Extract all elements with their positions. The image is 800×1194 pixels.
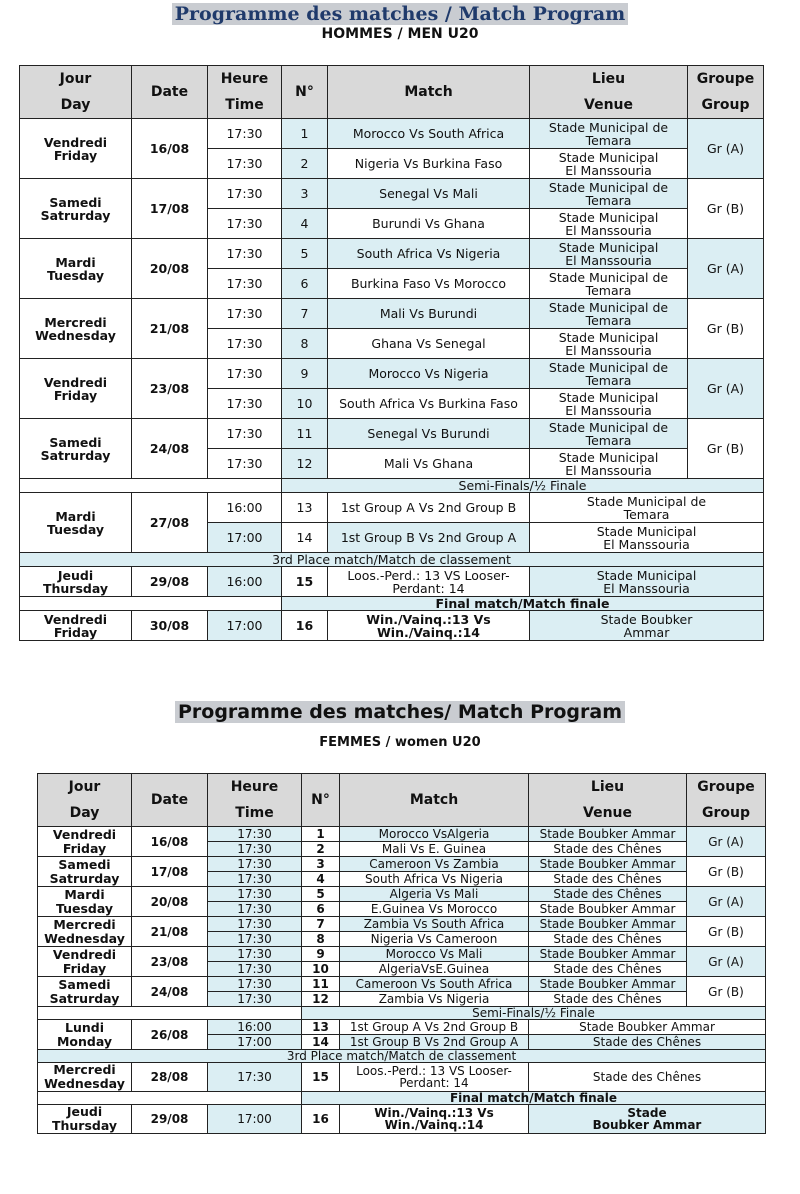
venue-cell: Stade Municipal El Manssouria	[530, 209, 688, 239]
date-cell: 16/08	[132, 119, 208, 179]
match-cell: Burkina Faso Vs Morocco	[328, 269, 530, 299]
date-cell: 29/08	[132, 567, 208, 597]
day-cell: Samedi Satrurday	[38, 857, 132, 887]
match-cell: Loos.-Perd.: 13 VS Looser-Perdant: 14	[340, 1063, 529, 1092]
date-cell: 24/08	[132, 977, 208, 1007]
day-cell: Mercredi Wednesday	[20, 299, 132, 359]
header-number: N°	[282, 66, 328, 119]
venue-cell: Stade des Chênes	[529, 1035, 766, 1050]
final-label-row	[38, 1092, 766, 1105]
time-cell: 17:00	[208, 523, 282, 553]
table-row	[38, 947, 766, 962]
match-number: 11	[302, 977, 340, 992]
venue-cell: Stade Municipal El Manssouria	[530, 567, 764, 597]
spacer-cell	[20, 479, 282, 493]
semi-final-label-row	[20, 479, 764, 493]
venue-cell: Stade des Chênes	[529, 872, 687, 887]
venue-cell: Stade Boubker Ammar	[529, 857, 687, 872]
venue-cell: Stade des Chênes	[529, 1063, 766, 1092]
header-day: Jour Day	[38, 774, 132, 827]
spacer-cell	[38, 1007, 302, 1020]
time-cell: 17:30	[208, 857, 302, 872]
match-cell: 1st Group A Vs 2nd Group B	[340, 1020, 529, 1035]
table-row	[38, 977, 766, 992]
group-cell: Gr (A)	[688, 239, 764, 299]
group-cell: Gr (A)	[688, 119, 764, 179]
third-place-label-row	[20, 553, 764, 567]
table-row	[38, 1020, 766, 1035]
group-cell: Gr (A)	[688, 359, 764, 419]
venue-cell: Stade Boubker Ammar	[529, 947, 687, 962]
time-cell: 17:30	[208, 932, 302, 947]
table-row	[20, 493, 764, 523]
time-cell: 17:30	[208, 149, 282, 179]
header-number: N°	[302, 774, 340, 827]
table-row	[38, 917, 766, 932]
time-cell: 17:30	[208, 299, 282, 329]
table-row	[20, 179, 764, 209]
group-cell: Gr (A)	[687, 827, 766, 857]
match-cell: Mali Vs E. Guinea	[340, 842, 529, 857]
match-cell: South Africa Vs Nigeria	[328, 239, 530, 269]
table-row	[38, 887, 766, 902]
match-cell: AlgeriaVsE.Guinea	[340, 962, 529, 977]
men-schedule-table	[19, 65, 764, 641]
venue-cell: Stade Boubker Ammar	[529, 1020, 766, 1035]
match-number: 8	[282, 329, 328, 359]
venue-cell: Stade Boubker Ammar	[529, 977, 687, 992]
day-cell: Vendredi Friday	[20, 359, 132, 419]
table-row	[20, 359, 764, 389]
day-cell: Mardi Tuesday	[20, 493, 132, 553]
venue-cell: Stade des Chênes	[529, 842, 687, 857]
time-cell: 17:30	[208, 977, 302, 992]
time-cell: 16:00	[208, 1020, 302, 1035]
table-row	[38, 857, 766, 872]
group-cell: Gr (B)	[688, 179, 764, 239]
match-cell: Mali Vs Ghana	[328, 449, 530, 479]
header-time: Heure Time	[208, 774, 302, 827]
venue-cell: Stade des Chênes	[529, 887, 687, 902]
match-number: 5	[282, 239, 328, 269]
match-number: 16	[282, 611, 328, 641]
day-cell: Jeudi Thursday	[38, 1105, 132, 1134]
day-cell: Samedi Satrurday	[20, 419, 132, 479]
group-cell: Gr (B)	[687, 857, 766, 887]
time-cell: 17:30	[208, 887, 302, 902]
match-cell: Mali Vs Burundi	[328, 299, 530, 329]
venue-cell: Stade Municipal de Temara	[530, 119, 688, 149]
venue-cell: Stade Municipal de Temara	[530, 359, 688, 389]
match-number: 15	[302, 1063, 340, 1092]
match-cell: Loos.-Perd.: 13 VS Looser-Perdant: 14	[328, 567, 530, 597]
venue-cell: Stade des Chênes	[529, 932, 687, 947]
table-row	[20, 567, 764, 597]
final-label-row	[20, 597, 764, 611]
semi-final-label: Semi-Finals/½ Finale	[282, 479, 764, 493]
table-header	[20, 66, 764, 119]
day-cell: Mercredi Wednesday	[38, 1063, 132, 1092]
header-time: Heure Time	[208, 66, 282, 119]
day-cell: Samedi Satrurday	[38, 977, 132, 1007]
time-cell: 17:30	[208, 1063, 302, 1092]
venue-cell: Stade Boubker Ammar	[529, 827, 687, 842]
day-cell: Vendredi Friday	[38, 947, 132, 977]
match-number: 12	[282, 449, 328, 479]
date-cell: 17/08	[132, 179, 208, 239]
match-cell: South Africa Vs Nigeria	[340, 872, 529, 887]
match-number: 10	[282, 389, 328, 419]
time-cell: 17:30	[208, 947, 302, 962]
header-day: Jour Day	[20, 66, 132, 119]
table-row	[20, 299, 764, 329]
header-group: Groupe Group	[688, 66, 764, 119]
header-venue: Lieu Venue	[530, 66, 688, 119]
match-cell: Zambia Vs South Africa	[340, 917, 529, 932]
venue-cell: Stade Boubker Ammar	[530, 611, 764, 641]
third-place-label: 3rd Place match/Match de classement	[20, 553, 764, 567]
date-cell: 30/08	[132, 611, 208, 641]
men-program-title: Programme des matches / Match Program	[0, 3, 800, 25]
women-program-title: Programme des matches/ Match Program	[0, 701, 800, 723]
day-cell: Samedi Satrurday	[20, 179, 132, 239]
day-cell: Mardi Tuesday	[38, 887, 132, 917]
final-label: Final match/Match finale	[282, 597, 764, 611]
venue-cell: Stade Boubker Ammar	[529, 1105, 766, 1134]
table-row	[38, 827, 766, 842]
match-number: 9	[282, 359, 328, 389]
match-cell: 1st Group B Vs 2nd Group A	[328, 523, 530, 553]
venue-cell: Stade des Chênes	[529, 992, 687, 1007]
time-cell: 17:30	[208, 917, 302, 932]
time-cell: 17:00	[208, 1035, 302, 1050]
spacer-cell	[38, 1092, 302, 1105]
time-cell: 16:00	[208, 493, 282, 523]
time-cell: 17:30	[208, 842, 302, 857]
match-number: 7	[302, 917, 340, 932]
day-cell: Vendredi Friday	[20, 611, 132, 641]
venue-cell: Stade Municipal de Temara	[530, 269, 688, 299]
date-cell: 21/08	[132, 917, 208, 947]
match-number: 12	[302, 992, 340, 1007]
venue-cell: Stade Municipal de Temara	[530, 299, 688, 329]
match-number: 13	[282, 493, 328, 523]
venue-cell: Stade des Chênes	[529, 962, 687, 977]
date-cell: 20/08	[132, 239, 208, 299]
group-cell: Gr (A)	[687, 947, 766, 977]
date-cell: 29/08	[132, 1105, 208, 1134]
match-number: 1	[302, 827, 340, 842]
date-cell: 24/08	[132, 419, 208, 479]
time-cell: 17:30	[208, 179, 282, 209]
match-number: 15	[282, 567, 328, 597]
match-number: 3	[282, 179, 328, 209]
match-cell: Morocco Vs Nigeria	[328, 359, 530, 389]
match-cell: Nigeria Vs Burkina Faso	[328, 149, 530, 179]
women-program-subtitle: FEMMES / women U20	[319, 735, 481, 750]
match-cell: Win./Vainq.:13 Vs Win./Vainq.:14	[340, 1105, 529, 1134]
time-cell: 17:30	[208, 827, 302, 842]
venue-cell: Stade Municipal El Manssouria	[530, 523, 764, 553]
match-cell: Burundi Vs Ghana	[328, 209, 530, 239]
venue-cell: Stade Municipal El Manssouria	[530, 389, 688, 419]
match-number: 3	[302, 857, 340, 872]
table-row	[38, 1105, 766, 1134]
date-cell: 23/08	[132, 359, 208, 419]
time-cell: 17:30	[208, 119, 282, 149]
time-cell: 17:30	[208, 992, 302, 1007]
time-cell: 17:00	[208, 611, 282, 641]
venue-cell: Stade Municipal El Manssouria	[530, 239, 688, 269]
venue-cell: Stade Municipal de Temara	[530, 419, 688, 449]
match-number: 4	[282, 209, 328, 239]
venue-cell: Stade Municipal de Temara	[530, 493, 764, 523]
match-cell: Morocco Vs South Africa	[328, 119, 530, 149]
table-row	[20, 119, 764, 149]
venue-cell: Stade Boubker Ammar	[529, 902, 687, 917]
match-cell: 1st Group B Vs 2nd Group A	[340, 1035, 529, 1050]
match-cell: Cameroon Vs South Africa	[340, 977, 529, 992]
day-cell: Mardi Tuesday	[20, 239, 132, 299]
match-number: 9	[302, 947, 340, 962]
date-cell: 28/08	[132, 1063, 208, 1092]
table-row	[38, 1063, 766, 1092]
match-number: 14	[282, 523, 328, 553]
match-number: 2	[302, 842, 340, 857]
match-cell: Morocco Vs Mali	[340, 947, 529, 962]
time-cell: 17:30	[208, 239, 282, 269]
time-cell: 17:30	[208, 269, 282, 299]
date-cell: 16/08	[132, 827, 208, 857]
time-cell: 17:30	[208, 449, 282, 479]
time-cell: 17:30	[208, 209, 282, 239]
match-number: 14	[302, 1035, 340, 1050]
table-header	[38, 774, 766, 827]
men-program-subtitle: HOMMES / MEN U20	[321, 26, 479, 42]
time-cell: 17:30	[208, 359, 282, 389]
venue-cell: Stade Municipal de Temara	[530, 179, 688, 209]
semi-final-label-row	[38, 1007, 766, 1020]
match-cell: Senegal Vs Burundi	[328, 419, 530, 449]
time-cell: 17:30	[208, 872, 302, 887]
match-number: 11	[282, 419, 328, 449]
group-cell: Gr (B)	[687, 917, 766, 947]
day-cell: Vendredi Friday	[38, 827, 132, 857]
date-cell: 27/08	[132, 493, 208, 553]
header-match: Match	[328, 66, 530, 119]
match-number: 2	[282, 149, 328, 179]
time-cell: 17:30	[208, 329, 282, 359]
time-cell: 17:00	[208, 1105, 302, 1134]
match-number: 4	[302, 872, 340, 887]
third-place-label-row	[38, 1050, 766, 1063]
table-row	[20, 239, 764, 269]
header-match: Match	[340, 774, 529, 827]
date-cell: 21/08	[132, 299, 208, 359]
date-cell: 26/08	[132, 1020, 208, 1050]
day-cell: Vendredi Friday	[20, 119, 132, 179]
table-row	[20, 419, 764, 449]
match-cell: Ghana Vs Senegal	[328, 329, 530, 359]
match-number: 8	[302, 932, 340, 947]
day-cell: Mercredi Wednesday	[38, 917, 132, 947]
date-cell: 23/08	[132, 947, 208, 977]
group-cell: Gr (B)	[687, 977, 766, 1007]
match-number: 13	[302, 1020, 340, 1035]
header-venue: Lieu Venue	[529, 774, 687, 827]
venue-cell: Stade Municipal El Manssouria	[530, 329, 688, 359]
day-cell: Lundi Monday	[38, 1020, 132, 1050]
time-cell: 17:30	[208, 902, 302, 917]
match-cell: Zambia Vs Nigeria	[340, 992, 529, 1007]
venue-cell: Stade Boubker Ammar	[529, 917, 687, 932]
date-cell: 20/08	[132, 887, 208, 917]
final-label: Final match/Match finale	[302, 1092, 766, 1105]
match-cell: E.Guinea Vs Morocco	[340, 902, 529, 917]
match-number: 16	[302, 1105, 340, 1134]
match-cell: Morocco VsAlgeria	[340, 827, 529, 842]
date-cell: 17/08	[132, 857, 208, 887]
match-cell: Senegal Vs Mali	[328, 179, 530, 209]
match-cell: 1st Group A Vs 2nd Group B	[328, 493, 530, 523]
match-number: 10	[302, 962, 340, 977]
match-number: 5	[302, 887, 340, 902]
header-date: Date	[132, 774, 208, 827]
header-date: Date	[132, 66, 208, 119]
match-cell: Algeria Vs Mali	[340, 887, 529, 902]
semi-final-label: Semi-Finals/½ Finale	[302, 1007, 766, 1020]
match-cell: Cameroon Vs Zambia	[340, 857, 529, 872]
day-cell: Jeudi Thursday	[20, 567, 132, 597]
table-row	[20, 611, 764, 641]
match-cell: Win./Vainq.:13 Vs Win./Vainq.:14	[328, 611, 530, 641]
group-cell: Gr (B)	[688, 419, 764, 479]
time-cell: 16:00	[208, 567, 282, 597]
match-number: 7	[282, 299, 328, 329]
match-number: 6	[302, 902, 340, 917]
women-schedule-table	[37, 773, 766, 1134]
header-group: Groupe Group	[687, 774, 766, 827]
time-cell: 17:30	[208, 962, 302, 977]
venue-cell: Stade Municipal El Manssouria	[530, 449, 688, 479]
third-place-label: 3rd Place match/Match de classement	[38, 1050, 766, 1063]
match-number: 1	[282, 119, 328, 149]
time-cell: 17:30	[208, 389, 282, 419]
match-cell: Nigeria Vs Cameroon	[340, 932, 529, 947]
venue-cell: Stade Municipal El Manssouria	[530, 149, 688, 179]
spacer-cell	[20, 597, 282, 611]
group-cell: Gr (A)	[687, 887, 766, 917]
match-cell: South Africa Vs Burkina Faso	[328, 389, 530, 419]
match-number: 6	[282, 269, 328, 299]
time-cell: 17:30	[208, 419, 282, 449]
group-cell: Gr (B)	[688, 299, 764, 359]
